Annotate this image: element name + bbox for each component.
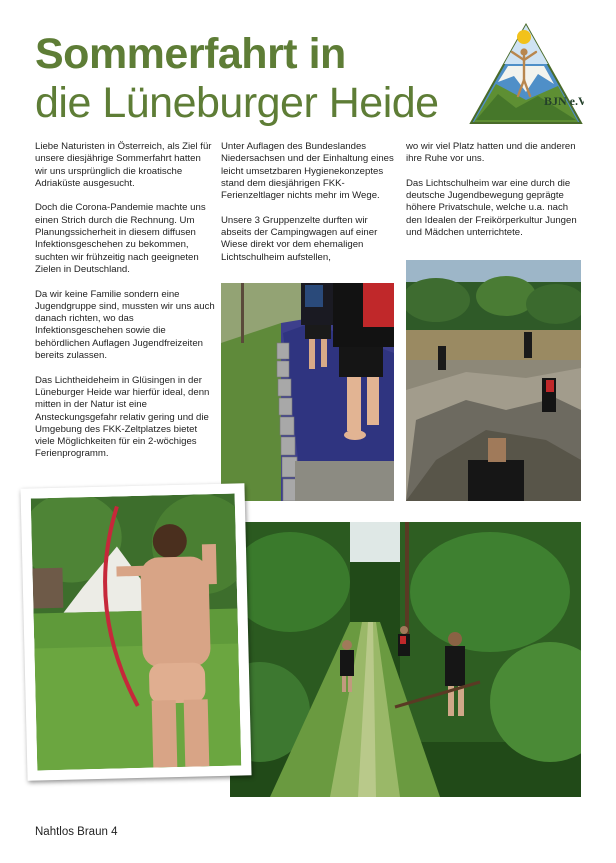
paragraph: Unter Auflagen des Bundeslandes Niedersachsen und der Einhaltung eines leicht umsetzbaren Hygienekonzeptes stand dem diesjährigen FKK-Ferienzeltlager nichts mehr im Wege. [221,141,394,202]
paragraph: Unsere 3 Gruppenzelte durften wir abseits der Campingwagen auf einer Wiese direkt vor dem ehemaligen Lichtschulheim aufstellen, [221,214,378,263]
paragraph: Liebe Naturisten in Österreich, als Ziel für unsere diesjährige Sommerfahrt hatten wir uns ursprünglich die kroatische Adriaküste ausgesucht. [35,141,212,189]
photo-barefoot-path [221,283,394,501]
page-title-line-2: die Lüneburger Heide [35,79,439,127]
sun-figure-triangle-logo-icon [468,22,584,126]
paragraph: Das Lichtschulheim war eine durch die deutsche Jugendbewegung geprägte höhere Privatschule, welche u.a. nach den Idealen der Freikörperkultur Jungen und Mädchen unterrichtete. [406,177,577,239]
logo-text: BJN e.V. [544,94,584,108]
paragraph: wo wir viel Platz hatten und die anderen ihre Ruhe vor uns. [406,141,576,165]
paragraph: Das Lichtheideheim in Glüsingen in der Lüneburger Heide war hierfür ideal, denn mitten in der Natur ist eine Ansteckungsgefahr relativ gering und die Umgebung des FKK-Zeltplatzes bietet viele Möglichkeiten für ein 2-wöchiges Ferienprogramm. [35,374,210,460]
paragraph: Doch die Corona-Pandemie machte uns einen Strich durch die Rechnung. Um Planungssicherheit in diesem diffusen Infektionsgeschehen zu bekommen, suchten wir frühzeitig nach geeigneten Zielen in Deutschland. [35,202,206,275]
text-column-2 [221,141,399,276]
photo-rock-formation [406,260,581,501]
bjn-logo [468,22,584,126]
photo-archer-framed [20,483,251,780]
text-column-3 [406,141,581,252]
footer-page-label: Nahtlos Braun 4 [35,826,118,838]
page-title-line-1: Sommerfahrt in [35,30,346,78]
paragraph: Da wir keine Familie sondern eine Jugendgruppe sind, mussten wir uns auch danach richten, wo das Infektionsgeschehen sowie die behördlichen Auflagen Jugendfreizeiten bereits zulassen. [35,288,215,362]
photo-forest-path [230,522,581,797]
text-column-1 [35,141,215,473]
